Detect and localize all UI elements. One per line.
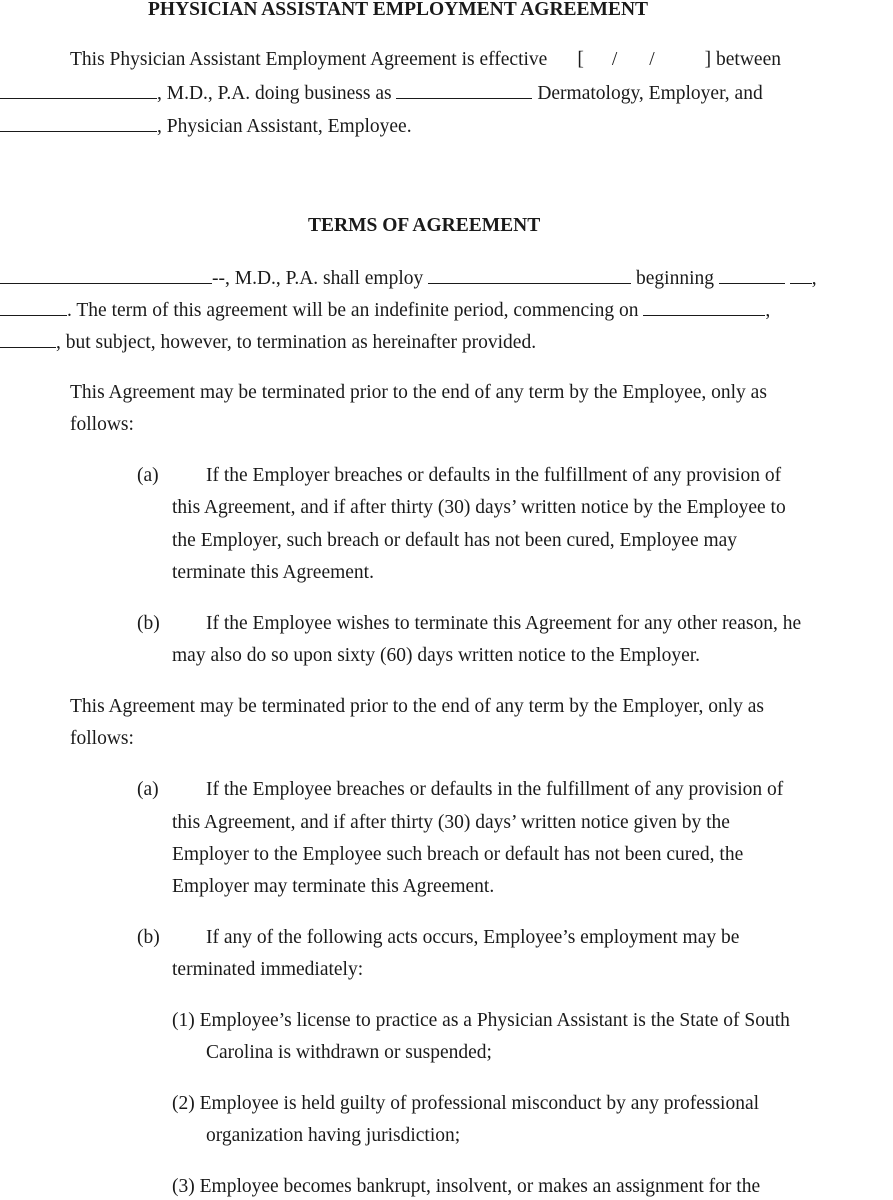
list-item: (3) Employee becomes bankrupt, insolvent, or makes an assignment for the [172,1176,761,1197]
clause-text: the Employer, such breach or default has not been cured, Employee may [172,530,738,551]
employee-termination-intro: This Agreement may be terminated prior to the end of any term by the Employee, only as [70,382,767,403]
clause-label: (b) [137,927,160,948]
terms-text: , [765,300,771,321]
employer-blank [0,268,212,284]
clause-text: If the Employee breaches or defaults in the fulfillment of any provision of [206,779,784,800]
begin-day-blank [790,268,812,284]
clause-label: (a) [137,465,159,486]
employee-blank [428,268,631,284]
document-title: PHYSICIAN ASSISTANT EMPLOYMENT AGREEMENT [148,0,649,20]
clause-text: this Agreement, and if after thirty (30) days’ written notice given by the [172,812,730,833]
terms-text: , but subject, however, to termination as hereinafter provided. [56,332,537,353]
list-item: (2) Employee is held guilty of professional misconduct by any professional [172,1093,760,1114]
business-name-blank [396,83,532,99]
list-item: organization having jurisdiction; [206,1125,461,1146]
clause-label: (a) [137,779,159,800]
begin-year-blank [0,300,67,316]
terms-text: . The term of this agreement will be an indefinite period, commencing on [67,300,639,321]
clause-text: this Agreement, and if after thirty (30) days’ written notice by the Employee to [172,497,786,518]
clause-text: terminated immediately: [172,959,364,980]
date-open-bracket: [ [577,49,584,70]
commence-year-blank [0,332,56,348]
intro-text: Dermatology, Employer, and [537,83,763,104]
intro-line-1 [70,50,781,70]
terms-line-3 [0,332,536,353]
commence-date-blank [643,300,765,316]
clause-text: If the Employer breaches or defaults in the fulfillment of any provision of [206,465,782,486]
terms-line-1 [0,268,817,289]
date-close-bracket: ] between [704,49,781,70]
clause-text: Employer may terminate this Agreement. [172,876,495,897]
terms-text: --, M.D., P.A. shall employ [212,268,424,289]
employer-name-blank [0,83,157,99]
list-item: (1) Employee’s license to practice as a Physician Assistant is the State of South [172,1010,790,1031]
clause-label: (b) [137,613,160,634]
clause-text: If any of the following acts occurs, Employee’s employment may be [206,927,740,948]
employer-termination-intro: This Agreement may be terminated prior to the end of any term by the Employer, only as [70,696,764,717]
clause-text: If the Employee wishes to terminate this Agreement for any other reason, he [206,613,802,634]
date-slash-2: / [649,49,655,70]
intro-text: , Physician Assistant, Employee. [157,116,412,137]
terms-text: , [811,268,817,289]
employee-name-blank [0,116,157,132]
employer-termination-intro: follows: [70,728,134,749]
intro-text: , M.D., P.A. doing business as [157,83,392,104]
clause-text: may also do so upon sixty (60) days written notice to the Employer. [172,645,701,666]
terms-text: beginning [636,268,714,289]
begin-month-blank [719,268,785,284]
employee-termination-intro: follows: [70,414,134,435]
intro-line-3 [0,116,412,137]
terms-heading: TERMS OF AGREEMENT [308,215,541,236]
list-item: Carolina is withdrawn or suspended; [206,1042,492,1063]
clause-text: Employer to the Employee such breach or default has not been cured, the [172,844,744,865]
terms-line-2 [0,300,770,321]
date-slash-1: / [611,49,618,70]
intro-line-2 [0,83,763,104]
clause-text: terminate this Agreement. [172,562,374,583]
intro-text: This Physician Assistant Employment Agreement is effective [70,49,548,70]
